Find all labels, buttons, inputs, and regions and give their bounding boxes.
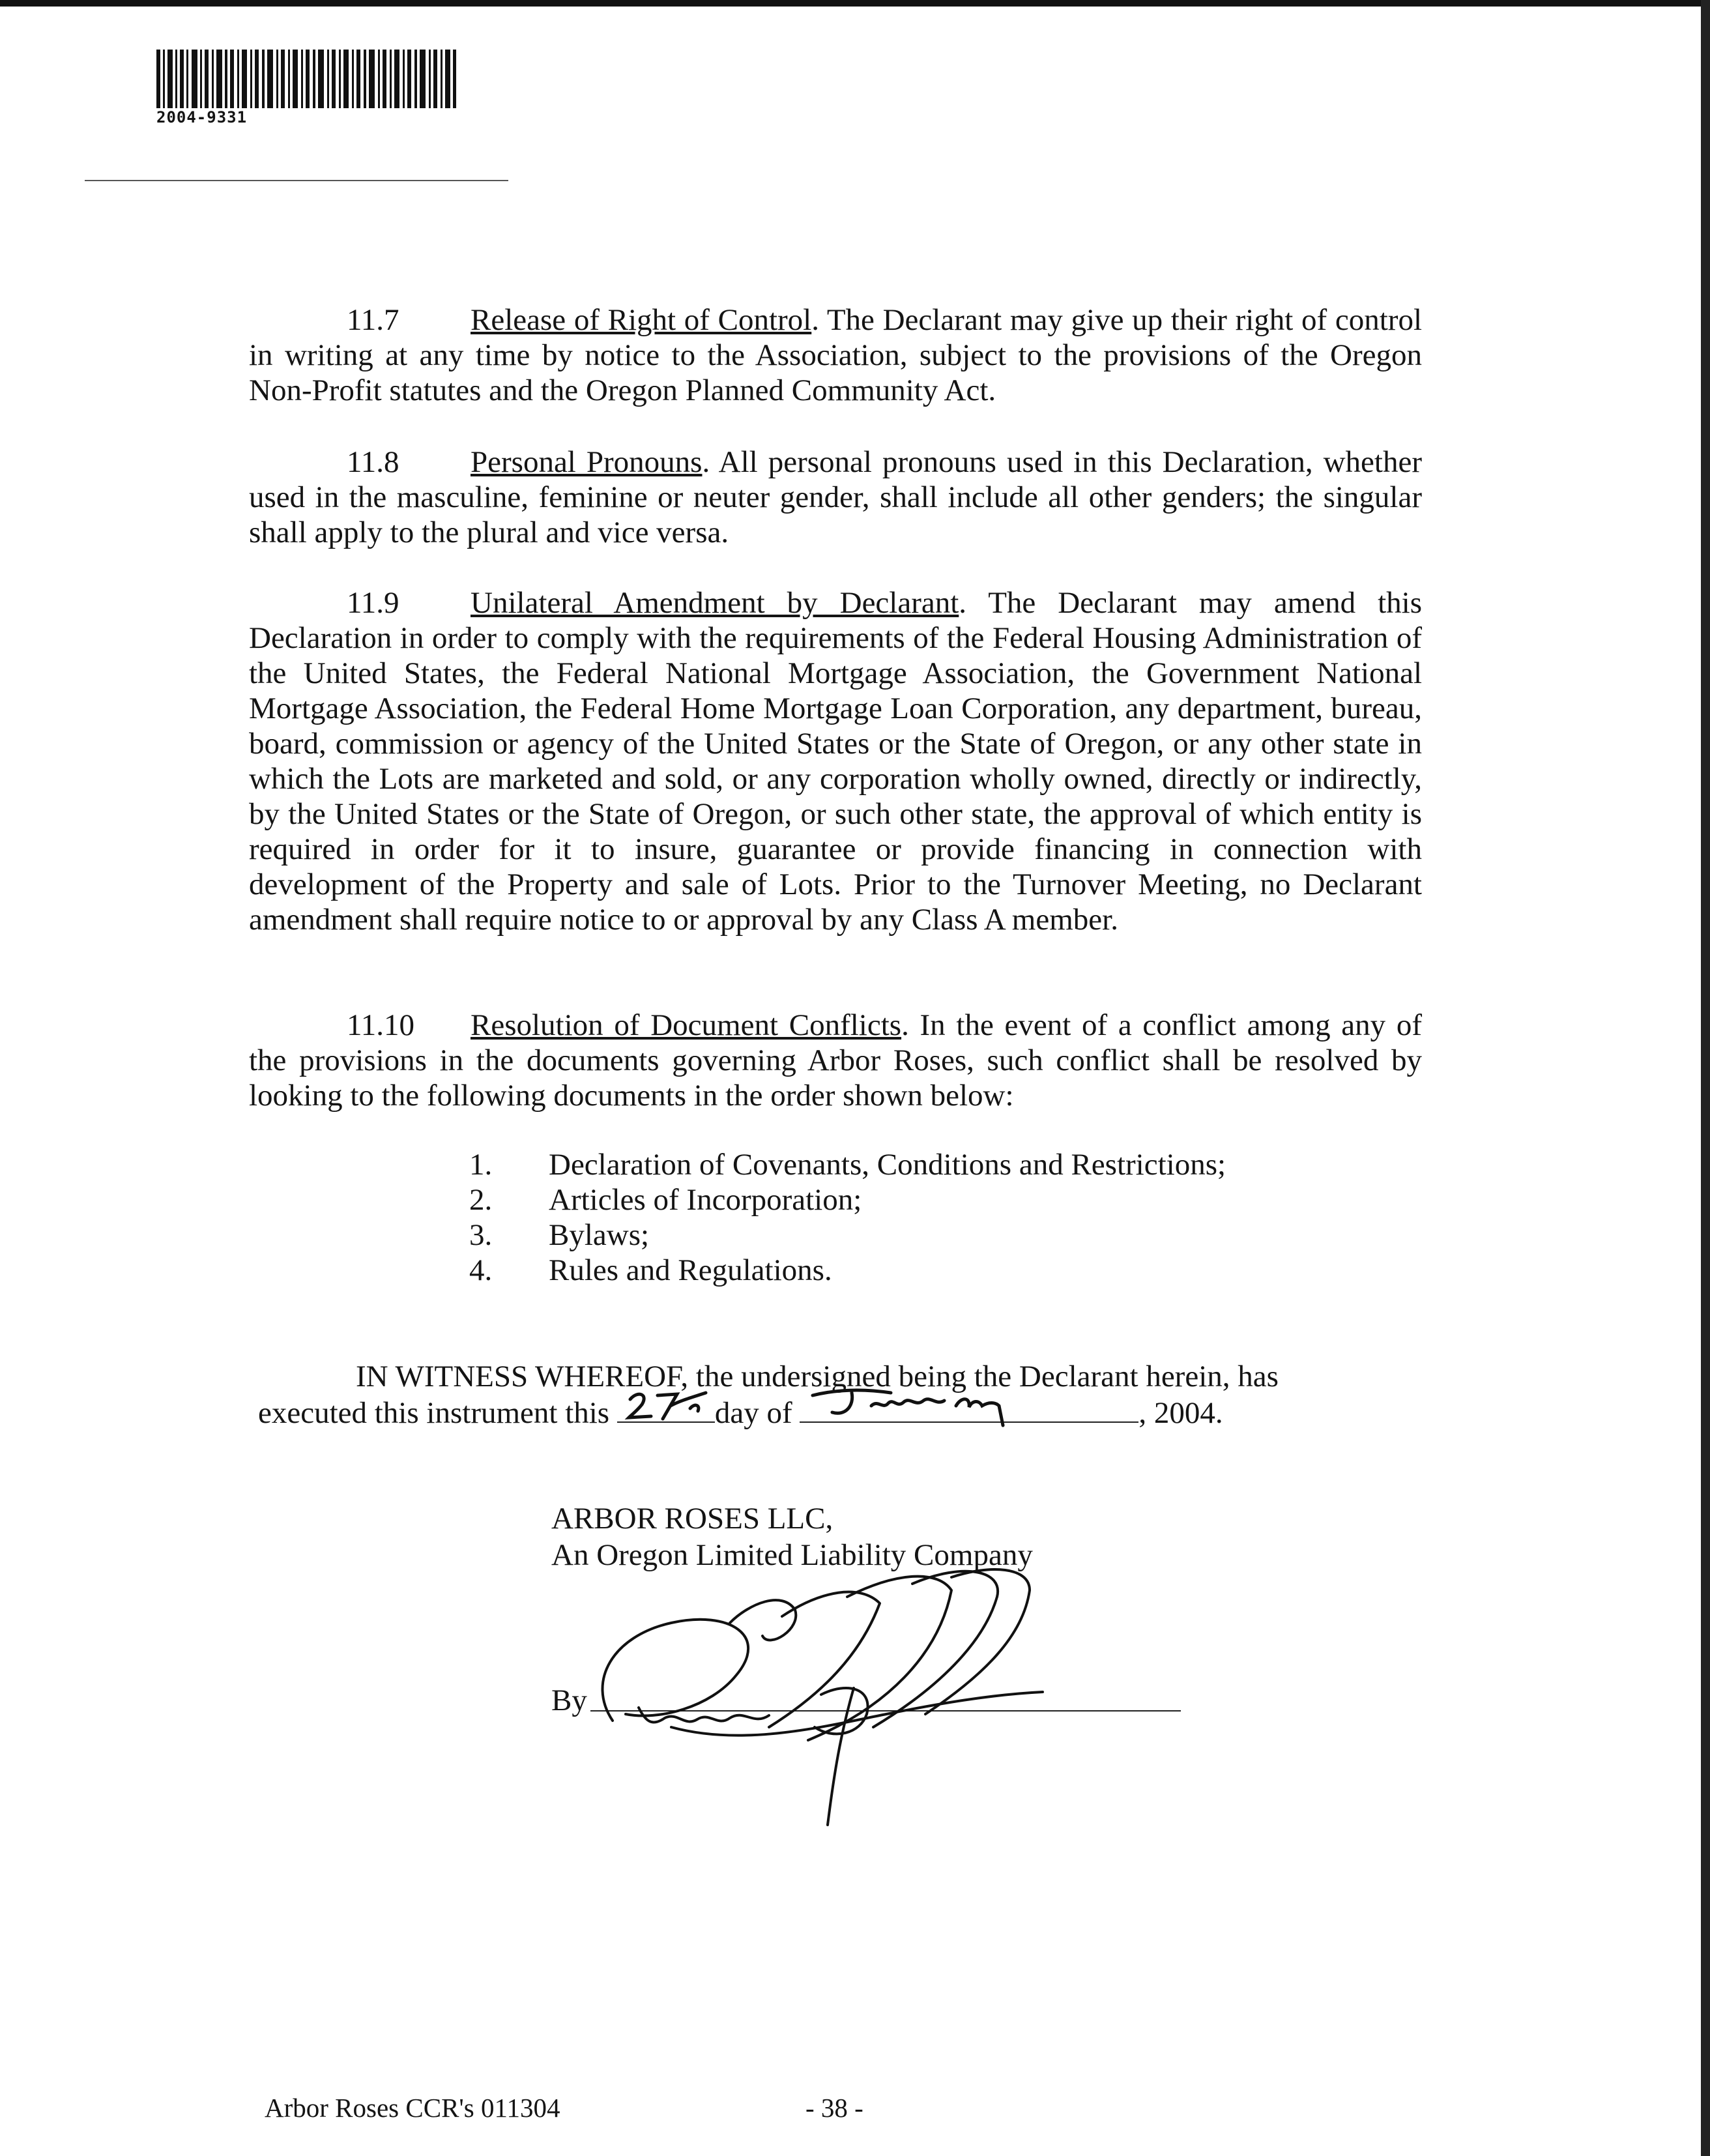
section-11-10: 11.10 Resolution of Document Conflicts. In the event of a conflict among any of the provisions in the documents governing Arbor Roses, such conflict shall be resolved by looking to the following documents in the order shown below: <box>249 1008 1423 1113</box>
section-text: In the event of a conflict among any of the provisions in the documents governing Arbor Roses, such conflict shall be resolved by looking to the following documents in the order shown below: <box>249 1008 1423 1113</box>
company-name: ARBOR ROSES LLC, <box>551 1502 833 1536</box>
month-handwritten-field <box>800 1395 1138 1423</box>
day-handwritten-field <box>617 1395 715 1423</box>
barcode-number: 2004-9331 <box>156 108 248 126</box>
company-type: An Oregon Limited Liability Company <box>551 1538 1033 1572</box>
list-item: 1. Declaration of Covenants, Conditions and Restrictions; <box>469 1148 1226 1182</box>
section-11-7: 11.7 Release of Right of Control. The Declarant may give up their right of control in writing at any time by notice to the Association, subject to the provisions of the Oregon Non-Profit statutes and the Oregon Planned Community Act. <box>249 303 1423 407</box>
section-heading: Personal Pronouns <box>471 445 703 479</box>
section-11-8: 11.8 Personal Pronouns. All personal pronouns used in this Declaration, whether used in the masculine, feminine or neuter gender, shall include all other genders; the singular shall apply to the plural and vice versa. <box>249 445 1422 549</box>
header-rule <box>85 180 508 181</box>
section-text: The Declarant may amend this Declaration in order to comply with the requirements of the Federal Housing Administration of the United States, the Federal National Mortgage Association, the Government National Mortgage Association, the Federal Home Mortgage Loan Corporation, any department, bureau, board, commission or agency of the United States or the State of Oregon, or any other state in which the Lots are marketed and sold, or any corporation wholly owned, directly or indirectly, by the United States or the State of Oregon, or such other state, the approval of which entity is required in order for it to insure, guarantee or provide financing in connection with development of the Property and sale of Lots. Prior to the Turnover Meeting, no Declarant amendment shall require notice to or approval by any Class A member. <box>249 586 1423 937</box>
witness-day-word: day of <box>714 1396 792 1430</box>
day-handwriting-icon <box>617 1386 715 1425</box>
witness-line-2 <box>258 1395 1405 1431</box>
month-handwriting-icon <box>800 1386 1138 1432</box>
section-text: The Declarant may give up their right of control in writing at any time by notice to the Association, subject to the provisions of the Oregon Non-Profit statutes and the Oregon Planned Community Act. <box>249 303 1423 407</box>
list-item: 2. Articles of Incorporation; <box>469 1183 862 1217</box>
signatory-block <box>551 1500 1033 1573</box>
section-heading: Release of Right of Control <box>471 303 812 337</box>
barcode <box>156 50 456 108</box>
section-number: 11.9 <box>347 586 399 620</box>
section-number: 11.8 <box>347 445 399 479</box>
section-11-9: 11.9 Unilateral Amendment by Declarant. The Declarant may amend this Declaration in order to comply with the requirements of the Federal Housing Administration of the United States, the Federal National Mortgage Association, the Government National Mortgage Association, the Federal Home Mortgage Loan Corporation, any department, bureau, board, commission or agency of the United States or the State of Oregon, or any other state in which the Lots are marketed and sold, or any corporation wholly owned, directly or indirectly, by the United States or the State of Oregon, or such other state, the approval of which entity is required in order for it to insure, guarantee or provide financing in connection with development of the Property and sale of Lots. Prior to the Turnover Meeting, no Declarant amendment shall require notice to or approval by any Class A member. <box>249 586 1423 937</box>
witness-line-1: IN WITNESS WHEREOF, the undersigned being the Declarant herein, has <box>356 1360 1279 1393</box>
witness-clause <box>258 1358 1405 1431</box>
witness-prefix: executed this instrument this <box>258 1396 610 1430</box>
list-item: 3. Bylaws; <box>469 1218 650 1252</box>
section-heading: Resolution of Document Conflicts <box>471 1008 902 1042</box>
by-label: By <box>551 1683 587 1717</box>
section-text: All personal pronouns used in this Declaration, whether used in the masculine, feminine or neuter gender, shall include all other genders; the singular shall apply to the plural and vice versa. <box>249 445 1422 549</box>
scan-edge-top <box>0 0 1710 7</box>
documents-order-list <box>469 1147 1226 1288</box>
witness-year: , 2004. <box>1138 1396 1223 1430</box>
signature-icon <box>573 1564 1160 1838</box>
footer-document-id: Arbor Roses CCR's 011304 <box>265 2093 560 2123</box>
section-number: 11.10 <box>347 1008 415 1042</box>
section-number: 11.7 <box>347 303 399 337</box>
scan-edge-right <box>1701 0 1710 2156</box>
footer-page-number: - 38 - <box>805 2093 863 2123</box>
section-heading: Unilateral Amendment by Declarant <box>471 586 959 620</box>
list-item: 4. Rules and Regulations. <box>469 1253 832 1287</box>
